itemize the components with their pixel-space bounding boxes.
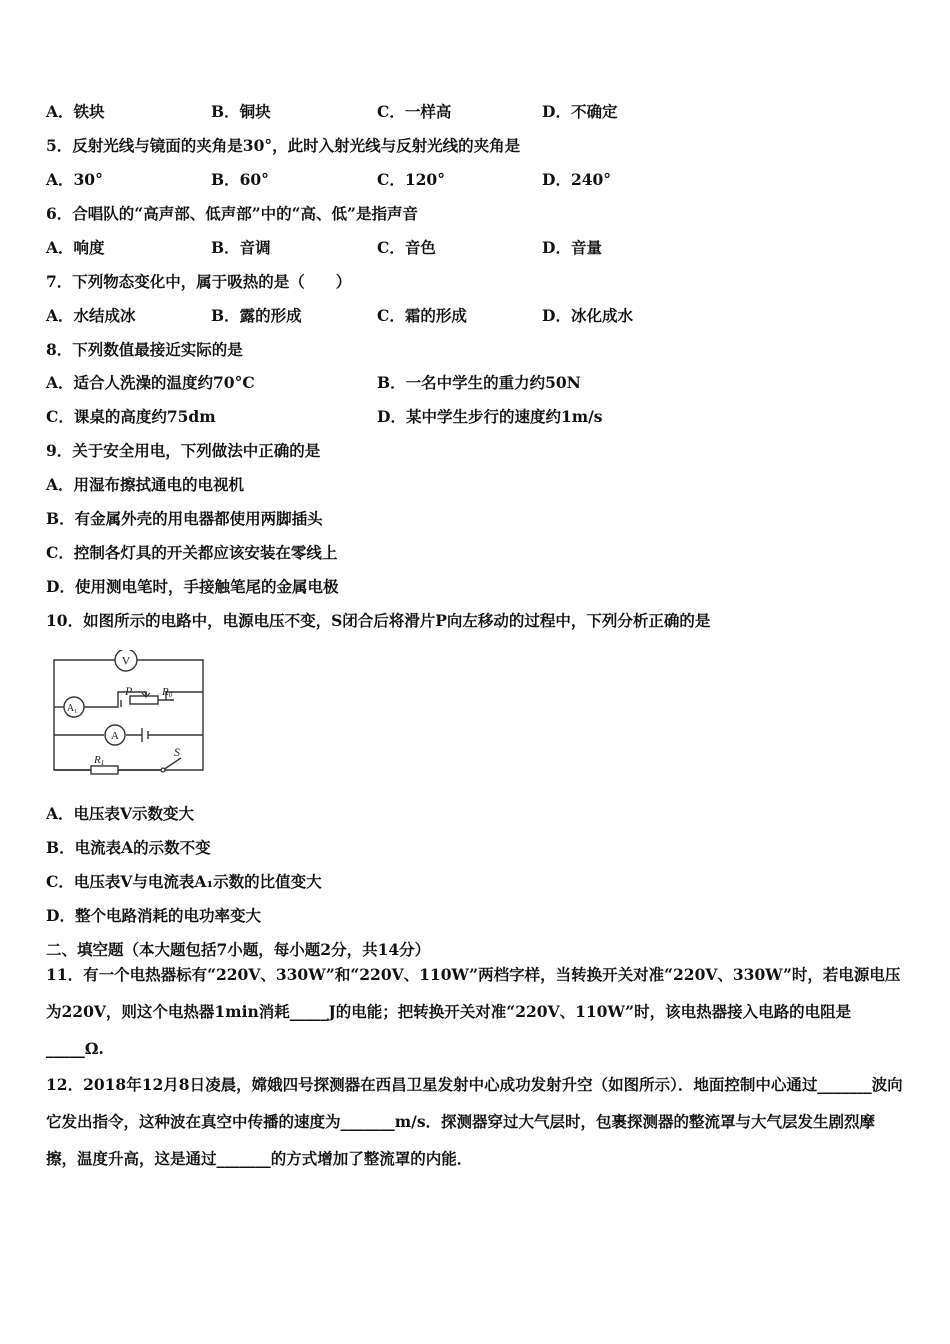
q10-option-b: B．电流表A的示数不变 — [46, 838, 211, 857]
circuit-diagram — [46, 650, 211, 775]
q8-option-a: A．适合人洗澡的温度约70°C — [46, 373, 255, 392]
q9-option-c: C．控制各灯具的开关都应该安装在零线上 — [46, 543, 338, 562]
q4-option-a: A．铁块 — [46, 102, 105, 121]
q6-option-a: A．响度 — [46, 238, 105, 257]
q5-stem: 5．反射光线与镜面的夹角是30°，此时入射光线与反射光线的夹角是 — [46, 136, 521, 155]
q6-option-c: C．音色 — [377, 238, 436, 257]
q4-option-d: D．不确定 — [542, 102, 618, 121]
q10-option-d: D．整个电路消耗的电功率变大 — [46, 906, 261, 925]
q10-option-a: A．电压表V示数变大 — [46, 804, 195, 823]
q7-option-b: B．露的形成 — [211, 306, 302, 325]
section-2-heading: 二、填空题（本大题包括7小题，每小题2分，共14分） — [46, 940, 431, 959]
q4-option-b: B．铜块 — [211, 102, 271, 121]
q6-option-d: D．音量 — [542, 238, 602, 257]
q7-option-a: A．水结成冰 — [46, 306, 136, 325]
q12-text: 12．2018年12月8日凌晨，嫦娥四号探测器在西昌卫星发射中心成功发射升空（如图所示）．地面控制中心通过_______波向它发出指令，这种波在真空中传播的速度为_______m/s．探测器穿过大气层时，包裹探测器的整流罩与大气层发生剧烈摩擦，温度升高，这是通过_______的方式增加了整流罩的内能． — [46, 1075, 903, 1168]
voltmeter-label: V — [121, 653, 131, 668]
q6-option-b: B．音调 — [211, 238, 271, 257]
q9-option-a: A．用湿布擦拭通电的电视机 — [46, 475, 245, 494]
q8-stem: 8．下列数值最接近实际的是 — [46, 340, 243, 359]
q7-option-c: C．霜的形成 — [377, 306, 467, 325]
q9-option-b: B．有金属外壳的用电器都使用两脚插头 — [46, 509, 323, 528]
r0-label: R0 — [162, 686, 173, 699]
q4-option-c: C．一样高 — [377, 102, 452, 121]
q10-stem: 10．如图所示的电路中，电源电压不变，S闭合后将滑片P向左移动的过程中，下列分析正确的是 — [46, 611, 711, 630]
rheostat-r0 — [130, 696, 158, 704]
r1-label: R1 — [94, 754, 105, 767]
slider-p-label: P — [125, 684, 133, 698]
switch-s-label: S — [174, 745, 180, 759]
q8-option-d: D．某中学生步行的速度约1m/s — [377, 407, 603, 426]
q5-option-d: D．240° — [542, 170, 612, 189]
resistor-r1 — [91, 766, 118, 774]
ammeter-a-label: A — [111, 730, 119, 742]
q10-option-c: C．电压表V与电流表A₁示数的比值变大 — [46, 872, 322, 891]
q7-stem: 7．下列物态变化中，属于吸热的是（ ） — [46, 272, 352, 291]
q11-text: 11．有一个电热器标有“220V、330W”和“220V、110W”两档字样，当转换开关对准“220V、330W”时，若电源电压为220V，则这个电热器1min消耗_____J的电能；把转换开关对准“220V、110W”时，该电热器接入电路的电阻是_____Ω. — [46, 965, 901, 1058]
ammeter-a1-label: $A_1$ — [66, 703, 78, 715]
q5-option-a: A．30° — [46, 170, 103, 189]
q8-option-c: C．课桌的高度约75dm — [46, 407, 216, 426]
q9-option-d: D．使用测电笔时，手接触笔尾的金属电极 — [46, 577, 339, 596]
q5-option-c: C．120° — [377, 170, 445, 189]
q5-option-b: B．60° — [211, 170, 269, 189]
q7-option-d: D．冰化成水 — [542, 306, 633, 325]
q6-stem: 6．合唱队的“高声部、低声部”中的“高、低”是指声音 — [46, 204, 418, 223]
q8-option-b: B．一名中学生的重力约50N — [377, 373, 581, 392]
q9-stem: 9．关于安全用电，下列做法中正确的是 — [46, 441, 321, 460]
